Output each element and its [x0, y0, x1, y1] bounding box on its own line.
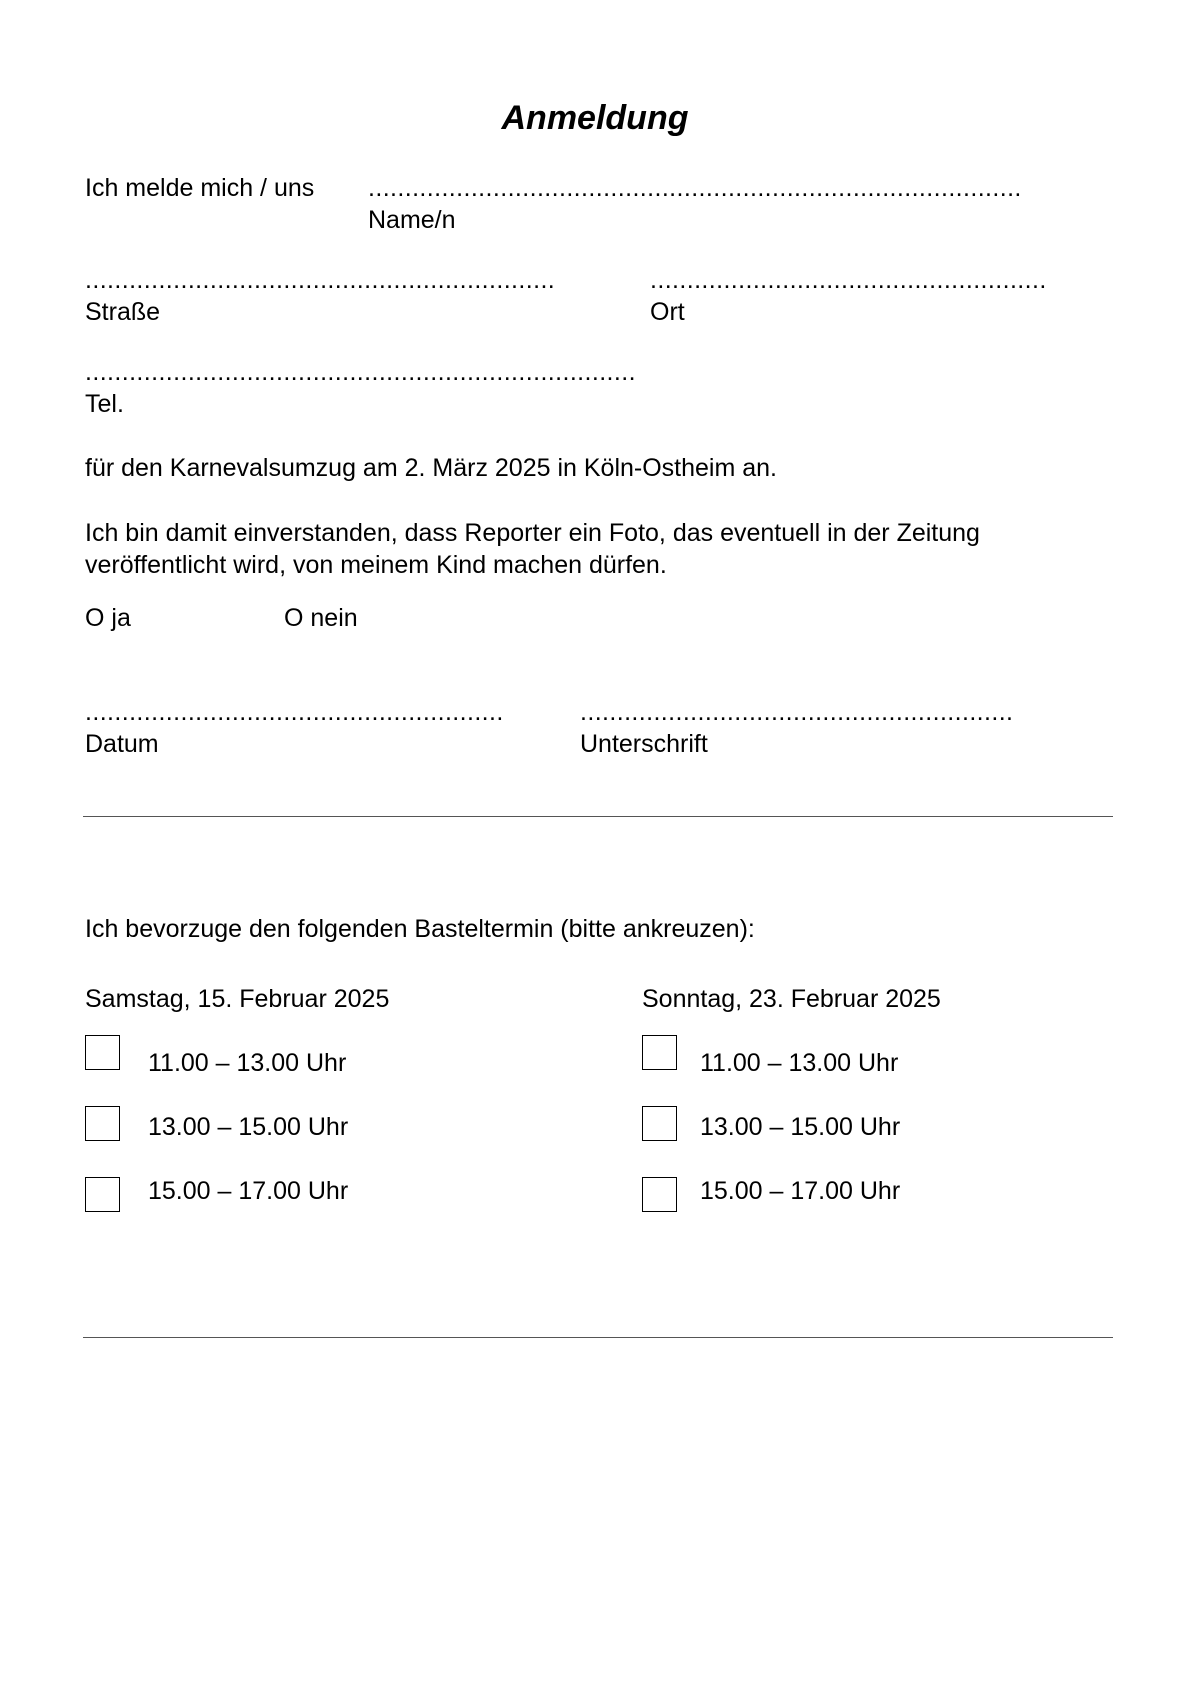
phone-field[interactable]: ...........................................................................	[85, 358, 636, 386]
intro-label: Ich melde mich / uns	[85, 174, 315, 202]
day-label-sunday: Sonntag, 23. Februar 2025	[642, 985, 941, 1013]
city-field[interactable]: ......................................................	[650, 266, 1047, 294]
signature-field[interactable]: ...........................................................	[580, 698, 1014, 726]
consent-no-option[interactable]: O nein	[284, 604, 358, 632]
street-label: Straße	[85, 298, 161, 326]
city-label: Ort	[650, 298, 685, 326]
slot-label-sunday-1: 11.00 – 13.00 Uhr	[700, 1049, 899, 1077]
checkbox-sunday-slot-2[interactable]	[642, 1106, 677, 1141]
slot-label-saturday-2: 13.00 – 15.00 Uhr	[148, 1113, 349, 1141]
workshop-prompt: Ich bevorzuge den folgenden Basteltermin (bitte ankreuzen):	[85, 915, 755, 943]
event-text: für den Karnevalsumzug am 2. März 2025 in Köln-Ostheim an.	[85, 454, 778, 482]
checkbox-saturday-slot-3[interactable]	[85, 1177, 120, 1212]
day-label-saturday: Samstag, 15. Februar 2025	[85, 985, 390, 1013]
street-field[interactable]: ................................................................	[85, 266, 556, 294]
slot-label-saturday-1: 11.00 – 13.00 Uhr	[148, 1049, 347, 1077]
slot-label-saturday-3: 15.00 – 17.00 Uhr	[148, 1177, 349, 1205]
slot-label-sunday-3: 15.00 – 17.00 Uhr	[700, 1177, 901, 1205]
slot-label-sunday-2: 13.00 – 15.00 Uhr	[700, 1113, 901, 1141]
consent-yes-option[interactable]: O ja	[85, 604, 131, 632]
phone-label: Tel.	[85, 390, 124, 418]
checkbox-saturday-slot-2[interactable]	[85, 1106, 120, 1141]
name-label: Name/n	[368, 206, 456, 234]
date-label: Datum	[85, 730, 159, 758]
divider-top	[83, 816, 1113, 817]
checkbox-sunday-slot-3[interactable]	[642, 1177, 677, 1212]
divider-bottom	[83, 1337, 1113, 1338]
checkbox-sunday-slot-1[interactable]	[642, 1035, 677, 1070]
date-field[interactable]: .........................................................	[85, 698, 504, 726]
name-field[interactable]: .........................................................................................	[368, 174, 1022, 202]
checkbox-saturday-slot-1[interactable]	[85, 1035, 120, 1070]
page-title: Anmeldung	[501, 99, 689, 137]
signature-label: Unterschrift	[580, 730, 708, 758]
consent-text-line-2: veröffentlicht wird, von meinem Kind machen dürfen.	[85, 551, 667, 579]
consent-text-line-1: Ich bin damit einverstanden, dass Reporter ein Foto, das eventuell in der Zeitung	[85, 519, 980, 547]
